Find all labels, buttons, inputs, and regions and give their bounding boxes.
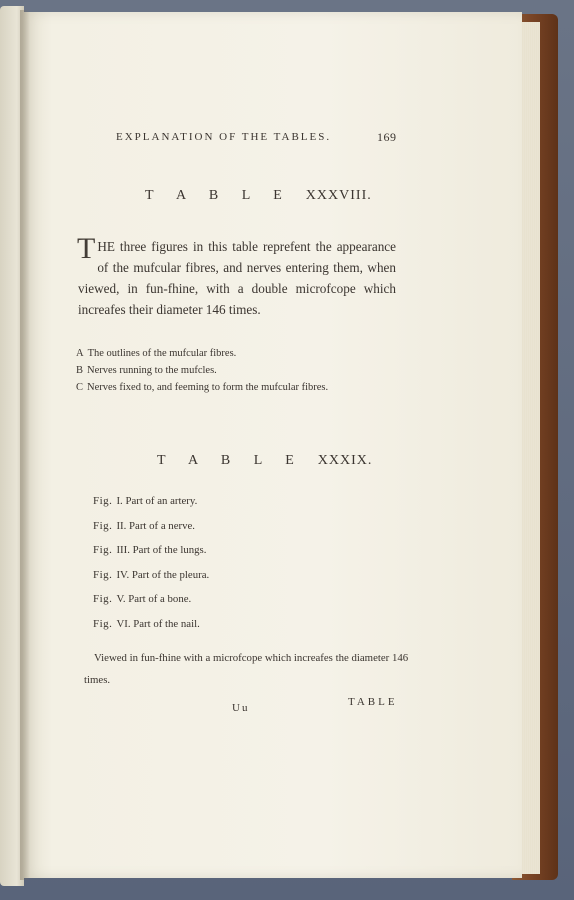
table-38-paragraph	[77, 232, 396, 320]
table-38-number: XXXVIII.	[305, 188, 372, 203]
figure-item	[93, 544, 393, 569]
fig-text: Part of the lungs.	[132, 544, 207, 556]
fig-text: Part of the nail.	[133, 617, 200, 630]
fig-number: III.	[116, 544, 130, 556]
legend-text: Nerves running to the mufcles.	[87, 365, 217, 376]
fig-number: I.	[116, 495, 123, 507]
legend-text: The outlines of the mufcular fibres.	[87, 348, 237, 359]
figure-item	[93, 618, 393, 643]
fig-number: II.	[116, 519, 127, 532]
catchword: TABLE	[348, 696, 398, 708]
running-head-title: EXPLANATION OF THE TABLES.	[116, 131, 332, 143]
table-38-label: T A B L E	[145, 188, 292, 203]
note-line-1: Viewed in fun-fhine with a microfcope which increafes the diameter 146	[94, 652, 409, 664]
table-39-figure-list	[93, 495, 393, 642]
page-number: 169	[377, 130, 397, 144]
table-39-note	[84, 647, 414, 691]
table-38-heading	[145, 188, 372, 204]
fig-text: Part of a nerve.	[129, 519, 195, 532]
fig-word: Fig.	[93, 544, 113, 556]
legend-key: A	[76, 348, 84, 359]
fig-word: Fig.	[93, 519, 113, 532]
drop-cap: T	[77, 232, 96, 265]
fig-word: Fig.	[93, 593, 113, 605]
fig-number: V.	[116, 593, 126, 605]
running-head	[0, 129, 574, 147]
legend-key: B	[76, 365, 84, 376]
fig-text: Part of the pleura.	[131, 568, 210, 581]
legend-key: C	[76, 382, 84, 393]
signature-mark: Uu	[232, 702, 250, 714]
fig-number: VI.	[116, 617, 131, 630]
fig-word: Fig.	[93, 495, 113, 507]
legend-item	[76, 362, 376, 379]
legend-item	[76, 345, 376, 362]
figure-item	[93, 593, 393, 618]
legend-item	[76, 379, 376, 396]
fig-text: Part of a bone.	[128, 593, 192, 605]
paragraph-text: HE three figures in this table reprefent the appearance of the mufcular fibres, and nerves entering them, when viewed, in fun-fhine, with a double microfcope which increafes their diameter 146 times.	[78, 239, 396, 317]
table-39-label: T A B L E	[157, 453, 304, 468]
table-39-number: XXXIX.	[317, 453, 373, 468]
note-line-2: times.	[84, 674, 111, 686]
table-39-heading	[157, 453, 372, 469]
fig-word: Fig.	[93, 568, 113, 581]
fig-word: Fig.	[93, 617, 113, 630]
figure-item	[93, 520, 393, 545]
table-38-legend	[76, 345, 376, 396]
legend-text: Nerves fixed to, and feeming to form the mufcular fibres.	[87, 382, 329, 393]
figure-item	[93, 495, 393, 520]
fig-text: Part of an artery.	[125, 495, 198, 507]
fig-number: IV.	[116, 568, 130, 581]
figure-item	[93, 569, 393, 594]
